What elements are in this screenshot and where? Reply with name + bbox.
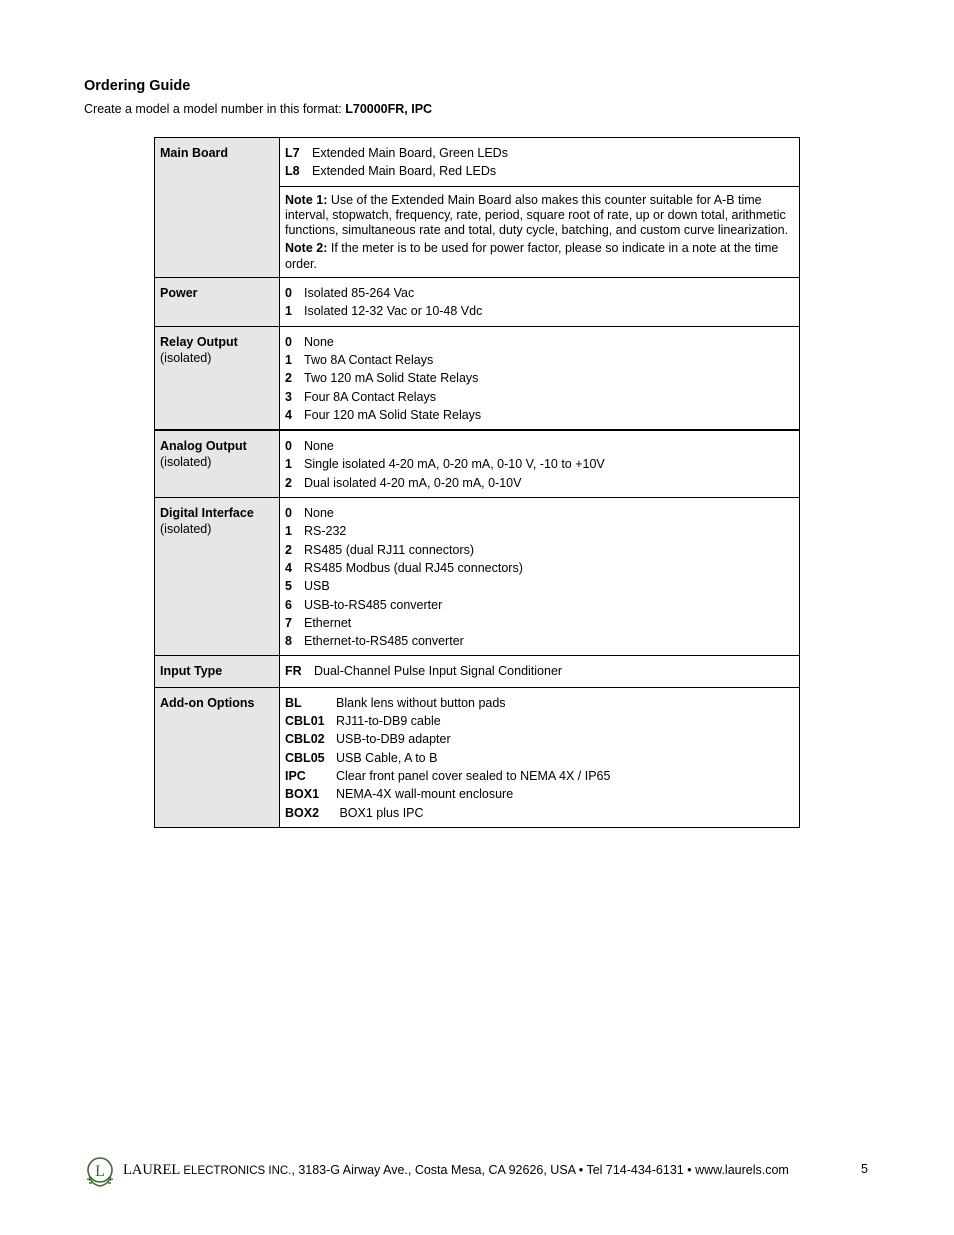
relay-output-options xyxy=(280,326,800,430)
option-desc: Clear front panel cover sealed to NEMA 4X / IP65 xyxy=(336,768,611,783)
option-desc: Dual-Channel Pulse Input Signal Conditioner xyxy=(314,664,563,679)
option-row xyxy=(285,541,794,559)
input-type-options xyxy=(280,656,800,687)
option-desc: None xyxy=(304,506,334,521)
option-row xyxy=(285,388,794,406)
power-options xyxy=(280,278,800,327)
option-code: L8 xyxy=(285,164,300,179)
option-row xyxy=(285,369,794,387)
page-title: Ordering Guide xyxy=(84,78,191,94)
option-row xyxy=(285,804,794,822)
format-model-number: L70000FR, IPC xyxy=(345,102,433,116)
category-cell xyxy=(155,326,280,430)
analog-output-options xyxy=(280,430,800,497)
main-board-notes xyxy=(280,186,800,277)
input-type-row xyxy=(155,656,800,687)
option-row xyxy=(285,694,794,712)
option-desc: Isolated 85-264 Vac xyxy=(304,286,415,301)
option-code: 6 xyxy=(285,597,292,612)
option-row xyxy=(285,302,794,320)
option-desc: RJ11-to-DB9 cable xyxy=(336,714,441,729)
option-code: 2 xyxy=(285,475,292,490)
option-desc: USB-to-RS485 converter xyxy=(304,597,443,612)
option-code: CBL05 xyxy=(285,750,325,765)
category-cell xyxy=(155,498,280,656)
bullet-separator: • xyxy=(683,1163,696,1177)
option-row xyxy=(285,351,794,369)
option-code: 7 xyxy=(285,615,292,630)
option-desc: BOX1 plus IPC xyxy=(336,805,424,820)
option-row xyxy=(285,767,794,785)
ordering-guide-table xyxy=(154,137,800,828)
phone-number: Tel 714-434-6131 xyxy=(586,1163,684,1177)
main-board-row xyxy=(155,138,800,187)
option-desc: Single isolated 4-20 mA, 0-20 mA, 0-10 V, -10 to +10V xyxy=(304,457,605,472)
option-desc: RS485 (dual RJ11 connectors) xyxy=(304,542,474,557)
note-1-text: Use of the Extended Main Board also makes this counter suitable for A-B time interval, stopwatch, frequency, rate, period, square root of rate, up or down total, arithmetic functions, simultaneous rate and total, duty cycle, batching, and custom curve linearization. xyxy=(285,192,789,238)
option-desc: Ethernet-to-RS485 converter xyxy=(304,634,464,649)
digital-interface-options xyxy=(280,498,800,656)
addon-options-list xyxy=(280,687,800,827)
option-code: 4 xyxy=(285,407,292,422)
option-code: FR xyxy=(285,664,302,679)
option-row xyxy=(285,632,794,650)
option-code: 8 xyxy=(285,634,292,649)
category-power: Power xyxy=(160,286,198,301)
option-code: 2 xyxy=(285,371,292,386)
option-desc: USB Cable, A to B xyxy=(336,750,438,765)
brand-name: LAUREL xyxy=(123,1162,181,1178)
option-desc: Dual isolated 4-20 mA, 0-20 mA, 0-10V xyxy=(304,475,522,490)
format-prefix: Create a model a model number in this format: xyxy=(84,102,346,116)
option-desc: USB xyxy=(304,579,330,594)
option-code: 2 xyxy=(285,542,292,557)
note-2 xyxy=(285,241,794,272)
option-row xyxy=(285,406,794,424)
main-board-options xyxy=(280,138,800,187)
footer-contact xyxy=(123,1162,789,1179)
option-row xyxy=(285,455,794,473)
page-number: 5 xyxy=(861,1162,868,1176)
category-cell xyxy=(155,278,280,327)
option-code: 4 xyxy=(285,560,292,575)
category-qualifier: (isolated) xyxy=(160,522,212,537)
category-cell xyxy=(155,656,280,687)
option-code: 0 xyxy=(285,334,292,349)
option-code: IPC xyxy=(285,768,306,783)
option-code: 0 xyxy=(285,286,292,301)
option-desc: None xyxy=(304,334,334,349)
category-digital-interface: Digital Interface xyxy=(160,506,254,521)
option-row xyxy=(285,614,794,632)
option-code: 0 xyxy=(285,439,292,454)
option-row xyxy=(285,474,794,492)
company-address: , 3183-G Airway Ave., Costa Mesa, CA 92626, USA xyxy=(291,1163,576,1177)
option-row xyxy=(285,437,794,455)
option-desc: Isolated 12-32 Vac or 10-48 Vdc xyxy=(304,304,483,319)
option-row xyxy=(285,749,794,767)
note-2-label: Note 2: xyxy=(285,241,328,256)
note-2-text: If the meter is to be used for power factor, please so indicate in a note at the time order. xyxy=(285,241,779,271)
option-desc: Blank lens without button pads xyxy=(336,695,506,710)
option-desc: Two 8A Contact Relays xyxy=(304,352,434,367)
option-row xyxy=(285,504,794,522)
option-code: L7 xyxy=(285,146,300,160)
category-cell xyxy=(155,138,280,278)
option-desc: RS485 Modbus (dual RJ45 connectors) xyxy=(304,560,523,575)
option-code: CBL01 xyxy=(285,714,325,729)
category-cell xyxy=(155,687,280,827)
option-row xyxy=(285,144,794,162)
bullet-separator: • xyxy=(575,1163,587,1177)
option-row xyxy=(285,162,794,180)
analog-output-row xyxy=(155,430,800,497)
option-desc: USB-to-DB9 adapter xyxy=(336,732,451,747)
option-desc: Four 120 mA Solid State Relays xyxy=(304,407,482,422)
option-desc: RS-232 xyxy=(304,524,347,539)
category-qualifier: (isolated) xyxy=(160,455,212,470)
option-row xyxy=(285,785,794,803)
category-cell xyxy=(155,430,280,497)
option-row xyxy=(285,522,794,540)
note-1-label: Note 1: xyxy=(285,192,328,207)
option-code: 1 xyxy=(285,304,292,319)
option-row xyxy=(285,284,794,302)
option-desc: Ethernet xyxy=(304,615,352,630)
option-code: 0 xyxy=(285,506,292,521)
option-code: 5 xyxy=(285,579,292,594)
addon-options-row xyxy=(155,687,800,827)
website-link[interactable]: www.laurels.com xyxy=(695,1163,789,1177)
note-1 xyxy=(285,193,794,239)
category-addon-options: Add-on Options xyxy=(160,695,255,710)
format-instruction xyxy=(84,102,432,116)
option-row xyxy=(285,559,794,577)
option-code: CBL02 xyxy=(285,732,325,747)
company-suffix: ELECTRONICS INC. xyxy=(180,1165,292,1177)
category-main-board: Main Board xyxy=(160,146,229,160)
category-relay-output: Relay Output xyxy=(160,334,238,349)
digital-interface-row xyxy=(155,498,800,656)
option-code: 1 xyxy=(285,352,292,367)
option-code: BOX2 xyxy=(285,805,320,820)
option-row xyxy=(285,730,794,748)
category-analog-output: Analog Output xyxy=(160,439,247,454)
option-desc: NEMA-4X wall-mount enclosure xyxy=(336,787,514,802)
option-desc: Extended Main Board, Green LEDs xyxy=(312,146,508,160)
option-code: 3 xyxy=(285,389,292,404)
option-code: BL xyxy=(285,695,302,710)
option-desc: Four 8A Contact Relays xyxy=(304,389,437,404)
category-qualifier: (isolated) xyxy=(160,350,212,365)
option-code: BOX1 xyxy=(285,787,320,802)
option-row xyxy=(285,596,794,614)
option-row xyxy=(285,662,794,680)
laurel-logo-icon xyxy=(83,1155,117,1189)
category-input-type: Input Type xyxy=(160,664,223,679)
option-row xyxy=(285,712,794,730)
option-desc: Extended Main Board, Red LEDs xyxy=(312,164,497,179)
relay-output-row xyxy=(155,326,800,430)
option-desc: Two 120 mA Solid State Relays xyxy=(304,371,479,386)
option-code: 1 xyxy=(285,524,292,539)
option-row xyxy=(285,577,794,595)
option-code: 1 xyxy=(285,457,292,472)
page-footer xyxy=(83,1155,883,1189)
logo-letter: L xyxy=(95,1163,105,1180)
power-row xyxy=(155,278,800,327)
option-desc: None xyxy=(304,439,334,454)
option-row xyxy=(285,333,794,351)
